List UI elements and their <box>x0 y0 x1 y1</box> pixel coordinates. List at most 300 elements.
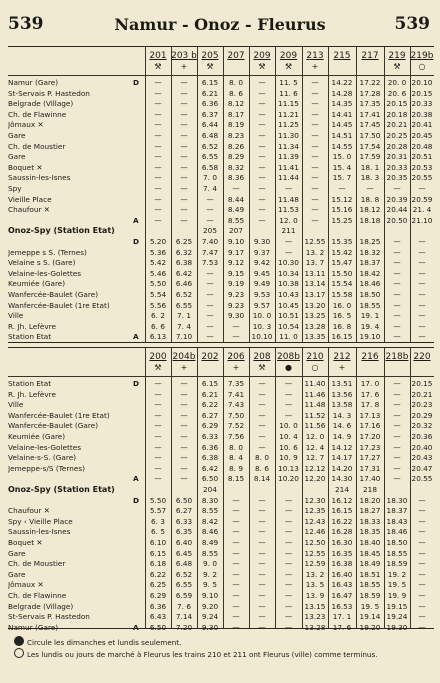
time-cell: 20.44 <box>386 205 408 215</box>
timetable-row <box>8 78 434 87</box>
time-cell: 11.40 <box>304 379 326 388</box>
time-cell: — <box>154 184 162 193</box>
time-cell: 7.40 <box>201 237 219 246</box>
time-cell: 16.30 <box>331 538 353 547</box>
time-cell: 18.25 <box>359 237 381 246</box>
time-cell: 18.30 <box>386 495 408 505</box>
time-cell: 12. 4 <box>305 442 325 452</box>
time-cell: 18.43 <box>386 516 408 526</box>
time-cell: 6.36 <box>201 99 219 109</box>
timetable-row <box>8 142 434 151</box>
time-cell: — <box>180 453 188 463</box>
time-cell: 9.30 <box>253 237 271 246</box>
arrival-departure-code: A <box>133 215 139 225</box>
time-cell: 15.58 <box>331 290 353 299</box>
arrival-departure-code: A <box>133 474 139 484</box>
timetable-row <box>8 322 434 331</box>
time-cell: 12.30 <box>304 495 326 505</box>
time-cell: 18.50 <box>386 538 408 547</box>
time-cell: 17.31 <box>359 463 381 473</box>
time-cell: 20.23 <box>411 400 433 410</box>
time-cell: — <box>311 205 319 215</box>
timetable-row <box>8 163 434 172</box>
time-cell: 10.43 <box>278 290 299 299</box>
time-cell: 12. 0 <box>305 432 325 441</box>
time-cell: — <box>393 247 401 257</box>
time-cell: — <box>393 332 401 342</box>
time-cell: — <box>418 311 426 321</box>
time-cell: — <box>284 400 293 410</box>
time-cell: 214 <box>335 485 349 494</box>
station-name: Boquet ✕ <box>8 162 43 172</box>
train-number: 212 <box>333 352 351 362</box>
time-cell: — <box>418 506 426 516</box>
station-name: Gare <box>8 152 26 162</box>
time-cell: 12.20 <box>304 474 326 484</box>
time-cell: — <box>258 389 266 399</box>
station-name: Ch. de Moustier <box>8 141 66 151</box>
time-cell: 18.46 <box>359 279 381 289</box>
time-cell: 8.17 <box>227 109 245 119</box>
time-cell: 8.26 <box>227 141 245 151</box>
time-cell: — <box>258 78 266 87</box>
station-name: Keumiée (Gare) <box>8 432 66 441</box>
time-cell: 5.57 <box>149 506 167 516</box>
time-cell: — <box>232 601 240 611</box>
time-cell: 7.47 <box>201 247 219 257</box>
train-symbol-icon: ● <box>285 363 292 372</box>
station-name: Saussin-les-Isnes <box>8 173 71 183</box>
time-cell: — <box>418 569 426 579</box>
station-name: Ch. de Flawinne <box>8 109 67 119</box>
time-cell: — <box>393 400 401 410</box>
time-cell: 19. 9 <box>387 591 407 600</box>
time-cell: — <box>180 109 188 119</box>
time-cell: 6.50 <box>149 622 167 632</box>
time-cell: 15.54 <box>331 279 353 289</box>
time-cell: — <box>393 321 401 331</box>
train-symbol-icon: ○ <box>311 363 319 372</box>
time-cell: — <box>284 247 293 257</box>
time-cell: — <box>258 215 266 225</box>
time-cell: 9.30 <box>227 311 245 321</box>
time-cell: — <box>258 173 266 183</box>
time-cell: — <box>393 258 401 268</box>
time-cell: 5.54 <box>149 290 167 299</box>
time-cell: 12. 0 <box>279 215 298 225</box>
time-cell: — <box>206 268 214 278</box>
station-name: Belgrade (Village) <box>8 99 74 109</box>
time-cell: — <box>154 215 162 225</box>
time-cell: 211 <box>281 226 296 236</box>
time-cell: — <box>232 538 240 547</box>
time-cell: 8.32 <box>227 162 245 172</box>
time-cell: 20.50 <box>386 215 408 225</box>
time-cell: — <box>232 516 240 526</box>
time-cell: 14.51 <box>331 131 353 140</box>
time-cell: — <box>154 88 162 98</box>
time-cell: — <box>338 184 346 193</box>
time-cell: — <box>258 538 266 547</box>
time-cell: 8.55 <box>201 548 219 558</box>
time-cell: — <box>284 612 293 622</box>
time-cell: 10. 6 <box>279 442 298 452</box>
station-name: Gare <box>8 131 26 140</box>
time-cell: 9.42 <box>253 258 271 268</box>
time-cell: — <box>154 432 162 441</box>
time-cell: 20.25 <box>386 131 408 140</box>
time-cell: 7. 4 <box>203 184 217 193</box>
time-cell: 15.50 <box>331 268 353 278</box>
time-cell: — <box>284 237 293 246</box>
timetable-row <box>8 570 434 579</box>
time-cell: 20.38 <box>411 109 433 119</box>
time-cell: 6.25 <box>149 580 167 590</box>
time-cell: 21.10 <box>411 215 433 225</box>
timetable-row <box>8 464 434 473</box>
time-cell: 18.55 <box>386 548 408 558</box>
time-cell: 20.15 <box>386 99 408 109</box>
time-cell: — <box>180 78 188 87</box>
time-cell: 18.59 <box>386 559 408 569</box>
time-cell: — <box>284 527 293 537</box>
time-cell: 205 <box>203 226 217 236</box>
station-name: Ville <box>8 311 24 321</box>
time-cell: 14.55 <box>331 141 353 151</box>
time-cell: 6.18 <box>149 559 167 569</box>
time-cell: 9.19 <box>227 279 245 289</box>
timetable-row <box>8 269 434 278</box>
train-header <box>8 47 434 76</box>
time-cell: 6.37 <box>201 109 219 119</box>
time-cell: — <box>284 559 293 569</box>
time-cell: — <box>154 400 162 410</box>
train-number: 217 <box>361 51 379 61</box>
time-cell: 19.20 <box>359 622 381 632</box>
time-cell: 8.55 <box>227 215 245 225</box>
time-cell: 6.40 <box>175 538 193 547</box>
time-cell: 6.21 <box>201 389 219 399</box>
time-cell: 14. 3 <box>332 410 352 420</box>
filled-circle-icon <box>14 636 24 646</box>
time-cell: 18.37 <box>386 506 408 516</box>
time-cell: 10.38 <box>278 279 299 289</box>
time-cell: 16.53 <box>331 601 353 611</box>
time-cell: 9.45 <box>253 268 271 278</box>
time-cell: 6.46 <box>175 279 193 289</box>
time-cell: 13.23 <box>304 612 326 622</box>
time-cell: — <box>311 215 319 225</box>
time-cell: 5.42 <box>149 258 167 268</box>
time-cell: 20.15 <box>411 379 433 388</box>
train-number: 200 <box>149 352 167 362</box>
station-name: Wanfercée-Baulet (Gare) <box>8 290 99 299</box>
timetable-namur-fleurus <box>8 46 434 343</box>
time-cell: — <box>284 622 293 632</box>
time-cell: 6.25 <box>175 237 193 246</box>
time-cell: 15.47 <box>331 258 353 268</box>
time-cell: 20.10 <box>411 78 433 87</box>
time-cell: 17. 6 <box>360 389 380 399</box>
station-name: Jômaux ✕ <box>8 120 44 130</box>
time-cell: 14.20 <box>331 463 353 473</box>
time-cell: — <box>311 131 319 140</box>
train-number: 202 <box>201 352 219 362</box>
time-cell: 8.15 <box>227 474 245 484</box>
time-cell: — <box>232 569 240 579</box>
time-cell: 13. 2 <box>305 247 325 257</box>
time-cell: 11.44 <box>278 173 299 183</box>
station-name: Station Etat <box>8 379 52 388</box>
time-cell: 6. 2 <box>151 311 165 321</box>
time-cell: 20.40 <box>411 442 433 452</box>
time-cell: 17. 1 <box>332 612 352 622</box>
timetable-row <box>8 301 434 310</box>
time-cell: 16.12 <box>331 495 353 505</box>
station-name: Vieille Place <box>8 194 52 204</box>
time-cell: — <box>258 120 266 130</box>
timetable-row <box>8 559 434 568</box>
time-cell: — <box>311 194 319 204</box>
time-cell: 9.57 <box>253 300 271 310</box>
time-cell: — <box>258 109 266 119</box>
time-cell: 19.30 <box>386 622 408 632</box>
time-cell: 19. 1 <box>360 311 380 321</box>
time-cell: 6. 3 <box>151 516 165 526</box>
time-cell: — <box>154 389 162 399</box>
time-cell: 20.21 <box>386 120 408 130</box>
station-name: Wanfercée-Baulet (1re Etat) <box>8 300 110 310</box>
time-cell: — <box>258 559 266 569</box>
time-cell: 20.47 <box>411 463 433 473</box>
time-cell: 5.36 <box>149 247 167 257</box>
time-cell: 18.40 <box>359 538 381 547</box>
time-cell: 20. 0 <box>387 78 407 87</box>
time-cell: 6.42 <box>175 268 193 278</box>
train-symbol-icon: ○ <box>418 62 426 71</box>
timetable-row <box>8 390 434 399</box>
time-cell: 6.43 <box>149 612 167 622</box>
time-cell: — <box>232 506 240 516</box>
time-cell: 20.33 <box>411 99 433 109</box>
time-cell: 20.48 <box>411 141 433 151</box>
time-cell: 11.52 <box>304 410 326 420</box>
arrival-departure-code: A <box>133 622 139 632</box>
time-cell: 8. 4 <box>229 453 243 463</box>
time-cell: — <box>418 258 426 268</box>
time-cell: — <box>180 194 188 204</box>
time-cell: 19. 2 <box>387 569 407 579</box>
time-cell: 20. 6 <box>387 88 407 98</box>
time-cell: 6.29 <box>149 591 167 600</box>
time-cell: — <box>393 410 401 420</box>
time-cell: 7.53 <box>201 258 219 268</box>
time-cell: 6.22 <box>201 400 219 410</box>
timetable-row <box>8 453 434 462</box>
time-cell: 20.39 <box>386 194 408 204</box>
time-cell: — <box>206 300 214 310</box>
time-cell: — <box>206 311 214 321</box>
time-cell: 17.13 <box>359 410 381 420</box>
time-cell: 18.46 <box>386 527 408 537</box>
timetable-row <box>8 120 434 129</box>
time-cell: 9.30 <box>201 622 219 632</box>
time-cell: 18.32 <box>359 247 381 257</box>
time-cell: — <box>418 268 426 278</box>
time-cell: 6.45 <box>175 548 193 558</box>
time-cell: 18.49 <box>359 559 381 569</box>
time-cell: — <box>258 88 266 98</box>
time-cell: 6.33 <box>175 516 193 526</box>
time-cell: — <box>418 601 426 611</box>
train-number: 216 <box>361 352 379 362</box>
time-cell: 6.44 <box>201 120 219 130</box>
time-cell: — <box>180 474 188 484</box>
time-cell: 9. 0 <box>203 559 217 569</box>
time-cell: 20.33 <box>386 162 408 172</box>
time-cell: 6.15 <box>201 379 219 388</box>
timetable-row <box>8 517 434 526</box>
time-cell: 11. 6 <box>279 88 298 98</box>
time-cell: — <box>258 527 266 537</box>
arrival-departure-code: A <box>133 332 139 342</box>
time-cell: 17.50 <box>359 131 381 140</box>
time-cell: — <box>180 463 188 473</box>
time-cell: 12.43 <box>304 516 326 526</box>
time-cell: — <box>154 141 162 151</box>
time-cell: — <box>154 442 162 452</box>
time-cell: 13.15 <box>304 601 326 611</box>
time-cell: 20.59 <box>411 194 433 204</box>
time-cell: — <box>154 410 162 420</box>
station-name: Chaufour ✕ <box>8 205 50 215</box>
time-cell: 16.47 <box>331 591 353 600</box>
time-cell: 8.30 <box>201 495 219 505</box>
time-cell: 6.33 <box>201 432 219 441</box>
time-cell: 16.22 <box>331 516 353 526</box>
time-cell: 6.52 <box>175 569 193 579</box>
time-cell: 6.55 <box>175 580 193 590</box>
time-cell: — <box>206 215 214 225</box>
time-cell: 18.50 <box>359 290 381 299</box>
time-cell: — <box>284 184 293 193</box>
time-cell: 218 <box>363 485 377 494</box>
timetable-row <box>8 89 434 98</box>
time-cell: 15. 0 <box>332 152 352 162</box>
page-header <box>0 14 440 40</box>
time-cell: 19.15 <box>386 601 408 611</box>
time-cell: 17.16 <box>359 421 381 431</box>
time-cell: — <box>258 495 266 505</box>
time-cell: 11.39 <box>278 152 299 162</box>
train-number: 218b <box>385 352 409 362</box>
time-cell: — <box>284 379 293 388</box>
time-cell: — <box>418 580 426 590</box>
time-cell: — <box>311 152 319 162</box>
time-cell: 12.55 <box>304 548 326 558</box>
station-name: Ch. de Moustier <box>8 559 66 569</box>
time-cell: 5.56 <box>149 300 167 310</box>
timetable-row <box>8 432 434 441</box>
time-cell: 6.36 <box>201 442 219 452</box>
time-cell: 10. 0 <box>279 421 298 431</box>
time-cell: — <box>258 131 266 140</box>
station-name: Gare <box>8 569 26 579</box>
time-cell: 7.50 <box>227 410 245 420</box>
train-symbol-icon: ⚒ <box>393 62 401 71</box>
time-cell: — <box>206 332 214 342</box>
time-cell: 20.41 <box>411 120 433 130</box>
time-cell: 6.27 <box>201 410 219 420</box>
time-cell: — <box>154 379 162 388</box>
time-cell: 9.15 <box>227 268 245 278</box>
time-cell: — <box>258 506 266 516</box>
timetable-row <box>8 226 434 235</box>
time-cell: 5.46 <box>149 268 167 278</box>
time-cell: 8.49 <box>201 538 219 547</box>
time-cell: 6.59 <box>175 591 193 600</box>
time-cell: 13.56 <box>331 389 353 399</box>
time-cell: — <box>393 290 401 299</box>
time-cell: 7. 1 <box>177 311 191 321</box>
time-cell: 18.42 <box>359 268 381 278</box>
time-cell: 15.25 <box>331 215 353 225</box>
timetable-row <box>8 237 434 246</box>
time-cell: — <box>284 516 293 526</box>
time-cell: 6.52 <box>201 141 219 151</box>
time-cell: — <box>418 495 426 505</box>
timetable-row <box>8 110 434 119</box>
time-cell: 12.46 <box>304 527 326 537</box>
time-cell: 9.10 <box>201 591 219 600</box>
timetable-row <box>8 474 434 483</box>
time-cell: 14.30 <box>331 474 353 484</box>
time-cell: 7. 6 <box>177 601 191 611</box>
time-cell: 11.48 <box>304 400 326 410</box>
time-cell: 18.35 <box>359 527 381 537</box>
time-cell: 8. 6 <box>229 88 243 98</box>
train-number: 215 <box>333 51 351 61</box>
time-cell: 16.15 <box>331 332 353 342</box>
train-number: 207 <box>227 51 245 61</box>
time-cell: 8.36 <box>227 173 245 183</box>
time-cell: — <box>393 300 401 310</box>
time-cell: 5.50 <box>149 279 167 289</box>
time-cell: — <box>232 332 240 342</box>
time-cell: 6.58 <box>201 162 219 172</box>
time-cell: 15. 7 <box>332 173 352 183</box>
time-cell: 20.45 <box>411 131 433 140</box>
time-cell: — <box>180 389 188 399</box>
time-cell: 16.28 <box>331 527 353 537</box>
time-cell: 9.23 <box>227 290 245 299</box>
station-name: R. Jh. Lefèvre <box>8 389 56 399</box>
time-cell: — <box>154 453 162 463</box>
time-cell: 17.59 <box>359 152 381 162</box>
timetable-row <box>8 549 434 558</box>
time-cell: 18.55 <box>359 300 381 310</box>
time-cell: 5.20 <box>149 237 167 246</box>
time-cell: — <box>180 141 188 151</box>
time-cell: 13. 9 <box>305 591 325 600</box>
time-cell: — <box>154 194 162 204</box>
timetable-row <box>8 411 434 420</box>
time-cell: 9.49 <box>253 279 271 289</box>
time-cell: 11.30 <box>278 131 299 140</box>
time-cell: — <box>393 311 401 321</box>
time-cell: 6.52 <box>175 290 193 299</box>
train-number: 210 <box>306 352 324 362</box>
